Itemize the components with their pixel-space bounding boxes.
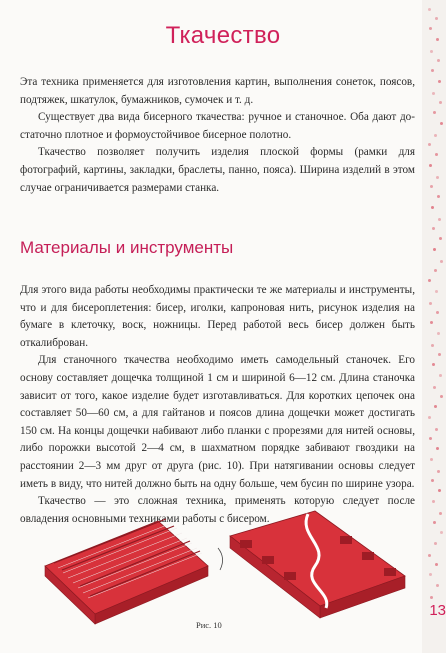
decorative-dot	[431, 69, 434, 72]
decorative-dot	[436, 447, 439, 450]
decorative-dot	[428, 143, 431, 146]
loom-left	[45, 519, 208, 624]
decorative-dot	[431, 479, 434, 482]
decorative-dot	[432, 500, 435, 503]
decorative-dot	[435, 290, 438, 293]
decorative-dot	[439, 237, 442, 240]
decorative-dot	[429, 302, 432, 305]
loom-right	[218, 511, 405, 618]
decorative-dot	[434, 405, 437, 408]
decorative-dot	[428, 279, 431, 282]
decorative-dot	[433, 111, 436, 114]
decorative-dot	[434, 542, 437, 545]
intro-text	[20, 74, 415, 197]
decorative-dot	[433, 521, 436, 524]
decorative-dot	[437, 470, 440, 473]
decorative-dot	[438, 80, 441, 83]
decorative-dot	[439, 512, 442, 515]
loom-illustration	[40, 506, 420, 626]
decorative-dot	[437, 59, 440, 62]
decorative-dot	[439, 101, 442, 104]
decorative-dot-border	[422, 0, 446, 653]
decorative-dot	[433, 248, 436, 251]
decorative-dot	[431, 344, 434, 347]
decorative-dot	[430, 458, 433, 461]
body-paragraph: Для этого вида работы необходимы практически те же материалы и инструменты, что и для бисероплетения: бисер, иголки, капроновая нить, рисунок изделия на бумаге в клеточку, воск, ножницы. Перед работой весь бисер должен быть откалиброван.	[20, 284, 415, 349]
decorative-dot	[428, 416, 431, 419]
decorative-dot	[435, 563, 438, 566]
decorative-dot	[432, 363, 435, 366]
decorative-dot	[434, 134, 437, 137]
page-number: 13	[429, 602, 446, 619]
decorative-dot	[438, 218, 441, 221]
decorative-dot	[435, 153, 438, 156]
decorative-dot	[429, 164, 432, 167]
decorative-dot	[437, 195, 440, 198]
decorative-dot	[440, 122, 443, 125]
decorative-dot	[436, 584, 439, 587]
page-title: Ткачество	[165, 22, 281, 49]
decorative-dot	[435, 428, 438, 431]
decorative-dot	[434, 269, 437, 272]
decorative-dot	[430, 185, 433, 188]
decorative-dot	[440, 531, 443, 534]
decorative-dot	[431, 206, 434, 209]
body-paragraph: Ткачество — это сложная техника, применять которую следует после овладения основными техниками работы с бисером.	[20, 495, 415, 525]
decorative-dot	[438, 353, 441, 356]
decorative-dot	[436, 311, 439, 314]
intro-paragraph: Существует два вида бисерного ткачества: ручное и станочное. Оба дают достаточно плотное и формоустойчивое бисерное полотно.	[20, 111, 415, 141]
intro-paragraph: Эта техника применяется для изготовления картин, выполнения сонеток, поясов, подтяжек, шкатулок, бумажников, сумочек и т. д.	[20, 76, 415, 106]
decorative-dot	[429, 573, 432, 576]
decorative-dot	[430, 596, 433, 599]
decorative-dot	[428, 554, 431, 557]
decorative-dot	[430, 50, 433, 53]
decorative-dot	[432, 92, 435, 95]
section-heading: Материалы и инструменты	[20, 238, 234, 257]
decorative-dot	[436, 176, 439, 179]
decorative-dot	[440, 395, 443, 398]
decorative-dot	[438, 489, 441, 492]
decorative-dot	[433, 386, 436, 389]
decorative-dot	[428, 8, 431, 11]
decorative-dot	[440, 260, 443, 263]
decorative-dot	[430, 321, 433, 324]
decorative-dot	[437, 332, 440, 335]
decorative-dot	[432, 227, 435, 230]
decorative-dot	[435, 17, 438, 20]
intro-paragraph: Ткачество позволяет получить изделия плоской формы (рамки для фотографий, картины, закладки, браслеты, панно, пояса). Ширина изделий в этом случае ограничивается размерами станка.	[20, 146, 415, 194]
body-text	[20, 282, 415, 528]
figure-caption: Рис. 10	[196, 620, 222, 630]
decorative-dot	[429, 437, 432, 440]
body-paragraph: Для станочного ткачества необходимо иметь самодельный станочек. Его основу составляет дощечка толщиной 1 см и шириной 6—12 см. Длина станочка зависит от того, какое изделие будет изготавливаться. Для коротких цепочек она составляет 50—60 см, а для гайтанов и поясов длина дощечки может достигать 150 см. На концы дощечки набивают либо планки с прорезями для нитей основы, либо порожки высотой 2—4 см, в шахматном порядке забивают гвоздики на расстоянии 2—3 мм друг от друга (рис. 10). При натягивании основы следует иметь в виду, что нитей должно быть на одну больше, чем бусин по ширине узора.	[20, 354, 415, 490]
decorative-dot	[439, 374, 442, 377]
